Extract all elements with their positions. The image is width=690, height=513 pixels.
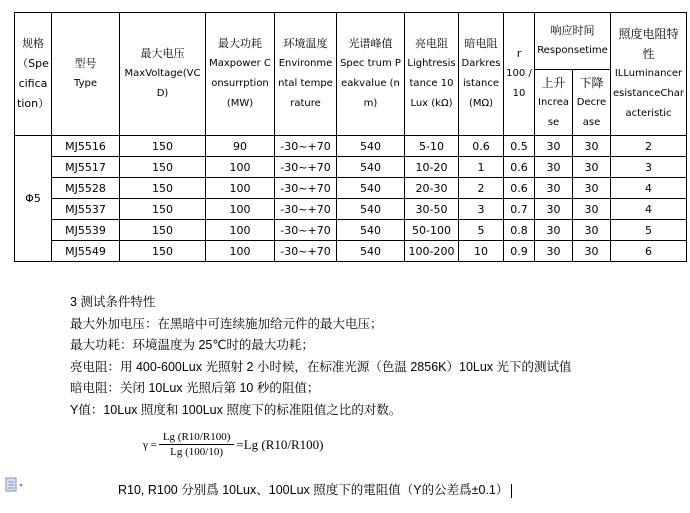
cell-fall: 30 [573,157,611,178]
cell-char: 2 [611,136,687,157]
footnote-text: R10, R100 分别爲 10Lux、100Lux 照度下的電阻值（Υ的公差爲±0.1） [118,483,509,497]
cell-rise: 30 [535,199,573,220]
cell-rise: 30 [535,178,573,199]
cell-fall: 30 [573,199,611,220]
formula-numerator: Lg (R10/R100) [159,431,235,445]
note-dark-resistance: 暗电阻：关闭 10Lux 光照后第 10 秒的阻值； [70,381,320,395]
header-dark-resistance: 暗电阻 Darkresistance (MΩ) [459,13,504,136]
header-response-time: 响应时间 Responsetime [535,13,611,70]
cell-model: MJ5549 [52,241,120,262]
cell-temp: -30~+70 [275,136,337,157]
cell-dark: 10 [459,241,504,262]
cell-peak: 540 [337,220,405,241]
cell-rise: 30 [535,220,573,241]
header-max-voltage: 最大电压 MaxVoltage(VCD) [120,13,206,136]
cell-char: 6 [611,241,687,262]
cell-temp: -30~+70 [275,178,337,199]
note-gamma: Υ值：10Lux 照度和 100Lux 照度下的标准阻值之比的对数。 [70,402,402,417]
note-light-resistance: 亮电阻：用 400-600Lux 光照射 2 小时候，在标准光源（色温 2856K）10Lux 光下的测试值 [70,359,572,374]
spec-cell: Φ5 [15,136,52,262]
header-max-power: 最大功耗 Maxpower Consurrption(MW) [206,13,275,136]
header-fall: 下降 Decrease [573,70,611,136]
table-body [15,136,687,262]
cell-fall: 30 [573,220,611,241]
spec-table [14,12,687,262]
formula-lhs: γ = [143,438,157,451]
cell-char: 5 [611,220,687,241]
cell-gamma: 0.8 [504,220,535,241]
footnote [118,480,512,498]
notes-title: 3 测试条件特性 [70,295,156,309]
cell-char: 4 [611,178,687,199]
table-row [15,157,687,178]
gamma-formula [143,431,324,458]
test-conditions [70,292,572,421]
cell-model: MJ5539 [52,220,120,241]
formula-denominator: Lg (100/10) [170,446,224,458]
cell-dark: 0.6 [459,136,504,157]
table-row [15,136,687,157]
cell-fall: 30 [573,178,611,199]
cell-peak: 540 [337,178,405,199]
cell-rise: 30 [535,157,573,178]
table-row [15,241,687,262]
cell-dark: 2 [459,178,504,199]
note-max-power: 最大功耗：环境温度为 25℃时的最大功耗； [70,338,314,352]
cell-rise: 30 [535,241,573,262]
header-gamma: r 100 /10 [504,13,535,136]
cell-gamma: 0.9 [504,241,535,262]
cell-peak: 540 [337,157,405,178]
cell-light: 20-30 [405,178,459,199]
cell-temp: -30~+70 [275,199,337,220]
header-light-resistance: 亮电阻 Lightresistance 10Lux (kΩ) [405,13,459,136]
cell-gamma: 0.7 [504,199,535,220]
cell-model: MJ5517 [52,157,120,178]
cell-power: 100 [206,157,275,178]
cell-char: 3 [611,157,687,178]
cell-light: 30-50 [405,199,459,220]
cell-model: MJ5528 [52,178,120,199]
formula-rhs: =Lg (R10/R100) [236,436,324,452]
document-icon[interactable] [4,477,26,493]
cell-peak: 540 [337,199,405,220]
note-max-voltage: 最大外加电压：在黑暗中可连续施加给元件的最大电压； [70,316,383,331]
cell-fall: 30 [573,136,611,157]
cell-voltage: 150 [120,136,206,157]
cell-gamma: 0.5 [504,136,535,157]
cell-power: 100 [206,220,275,241]
cell-power: 100 [206,199,275,220]
header-model: 型号 Type [52,13,120,136]
cell-power: 90 [206,136,275,157]
cell-light: 100-200 [405,241,459,262]
cell-gamma: 0.6 [504,157,535,178]
cell-dark: 3 [459,199,504,220]
cell-voltage: 150 [120,199,206,220]
cell-voltage: 150 [120,241,206,262]
cell-rise: 30 [535,136,573,157]
table-row [15,199,687,220]
cell-temp: -30~+70 [275,157,337,178]
cell-temp: -30~+70 [275,241,337,262]
cell-fall: 30 [573,241,611,262]
header-spec: 规格（Specification） [15,13,52,136]
header-rise: 上升 Increase [535,70,573,136]
cell-voltage: 150 [120,157,206,178]
formula-fraction [159,431,235,458]
table-row [15,178,687,199]
cell-voltage: 150 [120,220,206,241]
cell-light: 50-100 [405,220,459,241]
cell-model: MJ5537 [52,199,120,220]
cell-model: MJ5516 [52,136,120,157]
cell-char: 4 [611,199,687,220]
cell-peak: 540 [337,136,405,157]
cell-dark: 5 [459,220,504,241]
cell-power: 100 [206,241,275,262]
header-illuminance-characteristic: 照度电阻特性 ILLuminanceresistanceCharacteristic [611,13,687,136]
cell-gamma: 0.6 [504,178,535,199]
header-env-temp: 环境温度 Environmental temperature [275,13,337,136]
cell-light: 10-20 [405,157,459,178]
table-row [15,220,687,241]
cell-voltage: 150 [120,178,206,199]
cell-dark: 1 [459,157,504,178]
header-spectrum-peak: 光谱峰值 Spec trum Peakvalue (nm) [337,13,405,136]
text-cursor [511,484,512,498]
cell-light: 5-10 [405,136,459,157]
cell-temp: -30~+70 [275,220,337,241]
cell-power: 100 [206,178,275,199]
cell-peak: 540 [337,241,405,262]
